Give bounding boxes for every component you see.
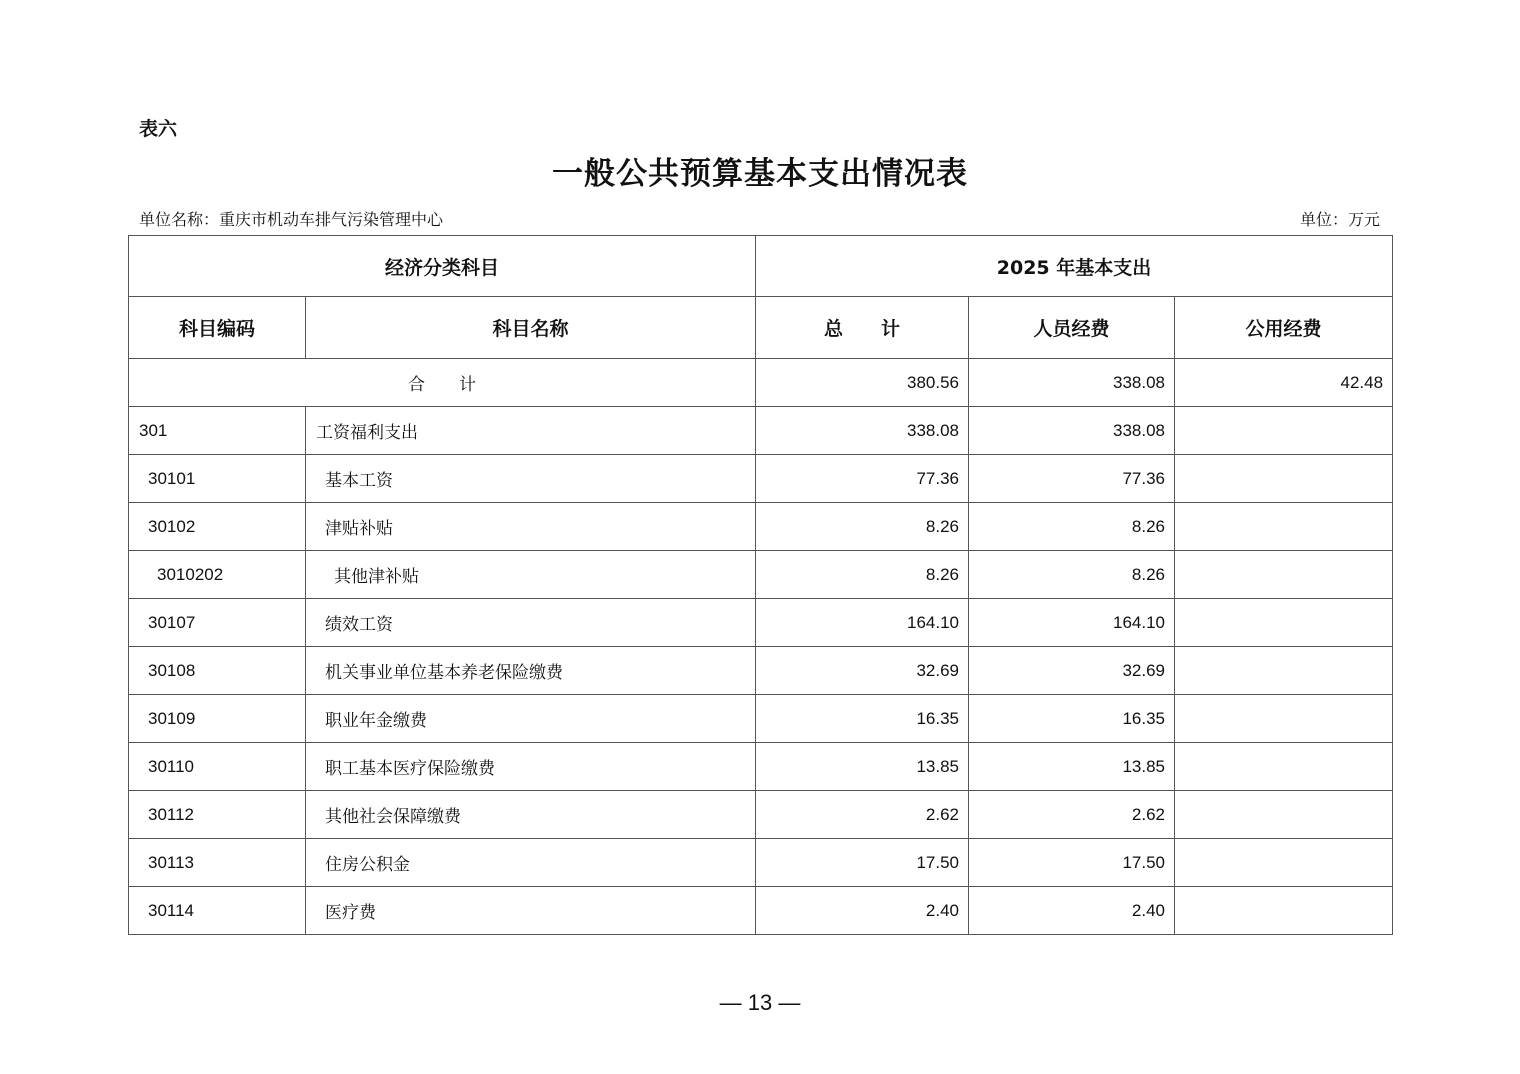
row-total: 2.40 (756, 887, 969, 935)
table-row (129, 503, 1393, 551)
header-total: 总 计 (756, 297, 969, 359)
page-title: 一般公共预算基本支出情况表 (552, 156, 968, 192)
row-personnel: 32.69 (969, 647, 1175, 695)
table-row (129, 407, 1393, 455)
row-public (1175, 887, 1393, 935)
row-total: 8.26 (756, 551, 969, 599)
row-name: 基本工资 (306, 455, 756, 503)
total-public: 42.48 (1175, 359, 1393, 407)
table-row (129, 743, 1393, 791)
table-row (129, 839, 1393, 887)
row-code: 30114 (129, 887, 306, 935)
table-row (129, 455, 1393, 503)
total-row (129, 359, 1393, 407)
total-label: 合 计 (129, 359, 756, 407)
row-code: 30110 (129, 743, 306, 791)
row-personnel: 17.50 (969, 839, 1175, 887)
unit-name: 单位名称：重庆市机动车排气污染管理中心 (139, 210, 444, 229)
row-personnel: 13.85 (969, 743, 1175, 791)
row-total: 77.36 (756, 455, 969, 503)
row-name: 绩效工资 (306, 599, 756, 647)
row-code: 30109 (129, 695, 306, 743)
row-code: 30113 (129, 839, 306, 887)
budget-table (128, 235, 1393, 935)
table-row (129, 695, 1393, 743)
row-name: 职工基本医疗保险缴费 (306, 743, 756, 791)
row-personnel: 16.35 (969, 695, 1175, 743)
row-name: 其他津补贴 (306, 551, 756, 599)
row-name: 医疗费 (306, 887, 756, 935)
header-public: 公用经费 (1175, 297, 1393, 359)
row-code: 301 (129, 407, 306, 455)
row-code: 3010202 (129, 551, 306, 599)
table-row (129, 887, 1393, 935)
row-personnel: 164.10 (969, 599, 1175, 647)
row-personnel: 338.08 (969, 407, 1175, 455)
row-personnel: 8.26 (969, 551, 1175, 599)
header-name: 科目名称 (306, 297, 756, 359)
row-personnel: 2.40 (969, 887, 1175, 935)
row-code: 30107 (129, 599, 306, 647)
row-personnel: 77.36 (969, 455, 1175, 503)
total-personnel: 338.08 (969, 359, 1175, 407)
row-total: 164.10 (756, 599, 969, 647)
row-name: 其他社会保障缴费 (306, 791, 756, 839)
table-row (129, 791, 1393, 839)
row-name: 津贴补贴 (306, 503, 756, 551)
unit-label: 单位：万元 (1299, 210, 1380, 229)
row-code: 30101 (129, 455, 306, 503)
row-public (1175, 503, 1393, 551)
header-basic-expenditure: 2025 年基本支出 (756, 236, 1393, 297)
row-total: 32.69 (756, 647, 969, 695)
row-code: 30102 (129, 503, 306, 551)
row-public (1175, 695, 1393, 743)
header-row-2 (129, 297, 1393, 359)
header-code: 科目编码 (129, 297, 306, 359)
row-total: 338.08 (756, 407, 969, 455)
row-public (1175, 647, 1393, 695)
row-public (1175, 839, 1393, 887)
page-number: — 13 — (719, 990, 801, 1015)
row-total: 8.26 (756, 503, 969, 551)
row-personnel: 8.26 (969, 503, 1175, 551)
row-public (1175, 455, 1393, 503)
row-public (1175, 599, 1393, 647)
row-name: 住房公积金 (306, 839, 756, 887)
row-public (1175, 791, 1393, 839)
table-label: 表六 (139, 118, 178, 140)
row-public (1175, 551, 1393, 599)
row-public (1175, 743, 1393, 791)
header-economic-category: 经济分类科目 (129, 236, 756, 297)
row-public (1175, 407, 1393, 455)
total-total: 380.56 (756, 359, 969, 407)
row-total: 17.50 (756, 839, 969, 887)
table-row (129, 599, 1393, 647)
row-name: 工资福利支出 (306, 407, 756, 455)
row-code: 30112 (129, 791, 306, 839)
row-name: 职业年金缴费 (306, 695, 756, 743)
row-total: 2.62 (756, 791, 969, 839)
row-personnel: 2.62 (969, 791, 1175, 839)
row-name: 机关事业单位基本养老保险缴费 (306, 647, 756, 695)
header-row-1 (129, 236, 1393, 297)
row-total: 16.35 (756, 695, 969, 743)
table-row (129, 647, 1393, 695)
table-row (129, 551, 1393, 599)
row-code: 30108 (129, 647, 306, 695)
header-personnel: 人员经费 (969, 297, 1175, 359)
row-total: 13.85 (756, 743, 969, 791)
